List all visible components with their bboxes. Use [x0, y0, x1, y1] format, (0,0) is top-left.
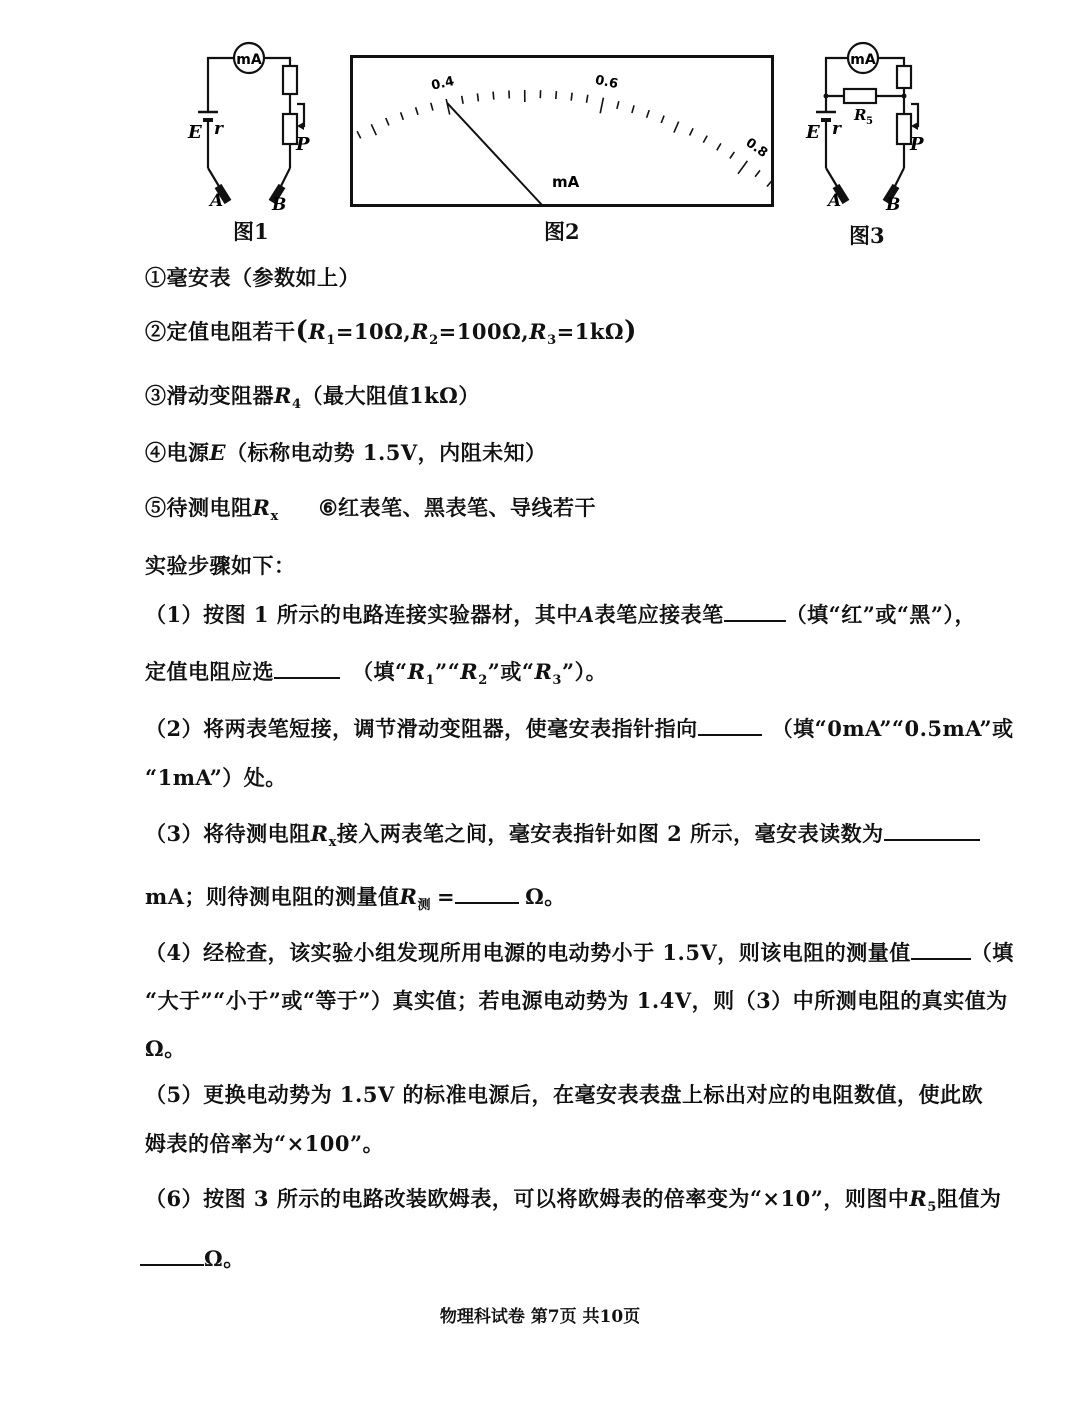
s3a-sub: x — [328, 835, 337, 851]
s3b-unit: Ω。 — [525, 884, 566, 910]
item-1: ①毫安表（参数如上） — [145, 265, 360, 290]
dial-tick — [730, 152, 734, 159]
s6a-post: 阻值为 — [936, 1186, 1002, 1211]
s1b-r2-sub: 2 — [478, 673, 488, 689]
step-1-line-2 — [145, 655, 607, 688]
dial-tick — [690, 128, 694, 135]
s3b-r: R — [399, 884, 418, 910]
item-5-prefix: ⑤待测电阻 — [145, 495, 253, 520]
paren-close: ) — [624, 316, 637, 346]
s1b-end: ”）。 — [561, 659, 608, 685]
s1b-sep2: ”或“ — [487, 659, 535, 685]
figure-1-svg — [180, 38, 320, 216]
r1-symbol: R — [308, 319, 327, 344]
step-3-line-2 — [145, 880, 566, 913]
s1a-a: A — [577, 602, 595, 628]
fig1-slider-label: P — [296, 134, 310, 155]
answer-blank-1b[interactable] — [274, 655, 340, 679]
emf-symbol: E — [209, 440, 227, 465]
fixed-resistor-symbol — [897, 66, 911, 88]
s4a-pre: （4）经检查，该实验小组发现所用电源的电动势小于 1.5V，则该电阻的测量值 — [145, 940, 911, 966]
step-4-line-1 — [145, 936, 1014, 967]
r1-sub: 1 — [326, 333, 336, 349]
s1b-sep1: ”“ — [435, 659, 461, 685]
dial-tick — [416, 107, 418, 115]
step-6-line-1 — [145, 1183, 1001, 1215]
s6a-sub: 5 — [927, 1200, 937, 1216]
dial-tick — [674, 122, 679, 133]
fig3-internal-label: r — [832, 119, 841, 139]
s3b-sub: 测 — [417, 898, 431, 914]
dial-tick — [703, 136, 707, 143]
step-6-line-2 — [140, 1242, 245, 1273]
step-5-line-1: （5）更换电动势为 1.5V 的标准电源后，在毫安表表盘上标出对应的电阻数值，使此欧 — [145, 1082, 984, 1107]
s1b-pre: 定值电阻应选 — [145, 659, 274, 685]
page-footer: 物理科试卷 第7页 共10页 — [439, 1307, 641, 1327]
dial-tick — [462, 96, 463, 104]
s6b: Ω。 — [204, 1246, 245, 1272]
figure-2-meter-dial — [350, 55, 774, 207]
step-1-line-1 — [145, 598, 976, 629]
fig1-meter-label: mA — [236, 52, 262, 68]
dial-tick — [647, 110, 650, 118]
s1a-post: （填“红”或“黑”）， — [785, 602, 976, 628]
step-4-line-3: Ω。 — [145, 1036, 186, 1061]
steps-title: 实验步骤如下： — [145, 553, 296, 578]
shunt-resistor-symbol — [844, 89, 876, 103]
step-2-line-2: “1mA”）处。 — [145, 765, 287, 790]
fig1-probe-b-label: B — [272, 195, 287, 215]
figure-3-caption: 图3 — [849, 223, 885, 248]
s1a-mid: 表笔应接表笔 — [594, 602, 724, 628]
r1-value: =10Ω, — [335, 319, 412, 344]
answer-blank-4a[interactable] — [911, 936, 971, 960]
dial-scale-label: 0.8 — [742, 135, 771, 162]
dial-tick — [571, 93, 572, 101]
r3-value: =1kΩ — [556, 319, 625, 344]
figure-2-caption: 图2 — [544, 219, 580, 244]
s1b-r3: R — [534, 659, 553, 685]
step-4-line-2: “大于”“小于”或“等于”）真实值；若电源电动势为 1.4V，则（3）中所测电阻的真实值为 — [145, 988, 1008, 1013]
rx-sub: x — [270, 509, 279, 525]
item-3-suffix: （最大阻值1kΩ） — [301, 383, 480, 408]
dial-tick — [386, 118, 389, 125]
r2-sub: 2 — [429, 333, 439, 349]
s1b-r2: R — [460, 659, 479, 685]
s1b-r1: R — [407, 659, 426, 685]
answer-blank-3b[interactable] — [455, 880, 519, 904]
s1b-r3-sub: 3 — [552, 673, 562, 689]
s2a-post: （填“0mA”“0.5mA”或 — [771, 716, 1014, 742]
fig1-emf-label: E — [188, 122, 202, 143]
dial-tick — [717, 143, 721, 150]
fig1-internal-label: r — [214, 119, 223, 139]
dial-unit-label: mA — [552, 173, 580, 191]
figure-1-circuit — [180, 38, 320, 216]
dial-tick — [556, 91, 557, 99]
s2a-pre: （2）将两表笔短接，调节滑动变阻器，使毫安表指针指向 — [145, 716, 698, 742]
dial-tick — [357, 131, 361, 138]
s3b-eq: = — [436, 884, 456, 910]
dial-tick — [401, 112, 404, 120]
step-2-line-1 — [145, 712, 1014, 743]
fig3-slider-label: P — [910, 134, 924, 155]
dial-tick — [661, 116, 664, 123]
fig3-probe-b-label: B — [886, 195, 901, 215]
step-3-line-1 — [145, 817, 980, 850]
figure-3-svg — [800, 38, 940, 216]
answer-blank-3a[interactable] — [884, 817, 980, 841]
item-3-prefix: ③滑动变阻器 — [145, 383, 274, 408]
dial-tick — [587, 95, 588, 103]
item-4 — [145, 437, 547, 467]
s6a-pre: （6）按图 3 所示的电路改装欧姆表，可以将欧姆表的倍率变为“×10”，则图中 — [145, 1186, 910, 1211]
fixed-resistor-symbol — [283, 66, 297, 94]
s4a-post: （填 — [970, 940, 1014, 966]
rx-symbol: R — [252, 495, 271, 520]
figure-2-svg — [350, 55, 774, 207]
s3b-pre: mA；则待测电阻的测量值 — [145, 884, 400, 910]
item-2 — [145, 316, 637, 348]
s1a-pre: （1）按图 1 所示的电路连接实验器材，其中 — [145, 602, 578, 628]
paren-open: ( — [295, 316, 309, 346]
item-2-prefix: ②定值电阻若干 — [145, 319, 296, 344]
answer-blank-1a[interactable] — [724, 598, 786, 622]
r4-sub: 4 — [291, 397, 302, 413]
answer-blank-2[interactable] — [698, 712, 762, 736]
s6a-r: R — [909, 1186, 928, 1211]
dial-tick — [371, 124, 376, 135]
dial-tick — [493, 92, 494, 100]
fig3-shunt-label: R — [854, 106, 867, 124]
item-5-6 — [145, 492, 596, 524]
meter-pointer — [447, 103, 542, 205]
fig3-emf-label: E — [806, 122, 820, 143]
fig3-shunt-sub: 5 — [866, 116, 873, 127]
r2-symbol: R — [411, 319, 430, 344]
r3-symbol: R — [529, 319, 548, 344]
s1b-fill: （填“ — [352, 659, 408, 685]
dial-tick — [477, 93, 478, 101]
r2-value: =100Ω, — [438, 319, 530, 344]
answer-blank-6[interactable] — [140, 1242, 204, 1266]
item-3 — [145, 380, 480, 412]
fig3-meter-label: mA — [850, 52, 876, 68]
dial-tick — [755, 170, 760, 176]
rheostat-symbol — [283, 114, 297, 144]
fig3-probe-a-label: A — [828, 191, 842, 211]
dial-tick — [617, 101, 619, 109]
dial-tick — [431, 103, 433, 111]
item-4-prefix: ④电源 — [145, 440, 210, 465]
dial-tick — [600, 98, 603, 114]
dial-scale-label: 0.4 — [429, 74, 456, 94]
figure-3-circuit — [800, 38, 940, 216]
rheostat-symbol — [897, 114, 911, 144]
r3-sub: 3 — [547, 333, 557, 349]
r4-symbol: R — [274, 383, 292, 408]
s1b-r1-sub: 1 — [425, 673, 436, 689]
figure-1-caption: 图1 — [233, 219, 269, 244]
dial-tick — [446, 99, 450, 115]
item-6: ⑥红表笔、黑表笔、导线若干 — [318, 495, 597, 520]
dial-tick — [738, 161, 747, 174]
item-4-suffix: （标称电动势 1.5V，内阻未知） — [226, 440, 547, 465]
dial-tick — [632, 105, 634, 113]
s3a-post: 接入两表笔之间，毫安表指针如图 2 所示，毫安表读数为 — [336, 821, 884, 847]
s3a-r: R — [310, 821, 329, 847]
fig1-probe-a-label: A — [210, 191, 224, 211]
step-5-line-2: 姆表的倍率为“×100”。 — [145, 1131, 385, 1156]
dial-scale-label: 0.6 — [593, 72, 620, 93]
s3a-pre: （3）将待测电阻 — [145, 821, 311, 847]
